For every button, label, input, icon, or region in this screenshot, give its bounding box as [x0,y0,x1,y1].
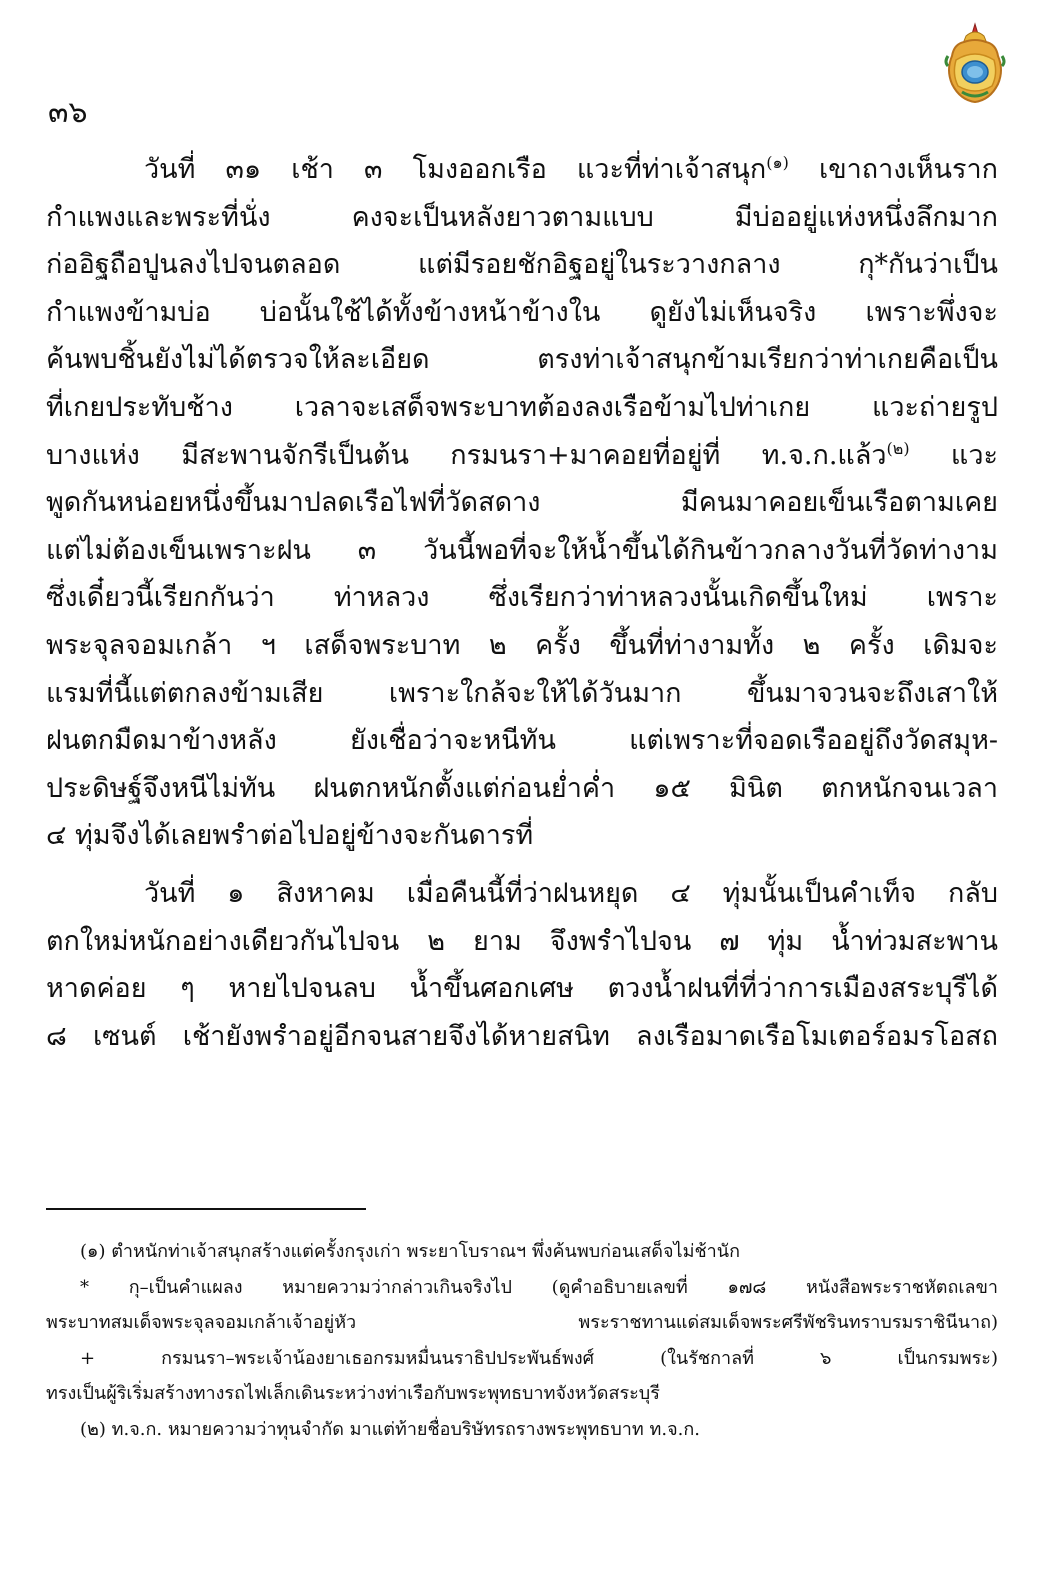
text-line: กำแพงข้ามบ่อ บ่อนั้นใช้ได้ทั้งข้างหน้าข้างใน ดูยังไม่เห็นจริง เพราะพึ่งจะ [46,296,998,328]
text-line: ประดิษฐ์จึงหนีไม่ทัน ฝนตกหนักตั้งแต่ก่อนย่ำค่ำ ๑๕ มินิต ตกหนักจนเวลา [46,772,998,804]
text-line: วันที่ ๑ สิงหาคม เมื่อคืนนี้ที่ว่าฝนหยุด ๔ ทุ่มนั้นเป็นคำเท็จ กลับ [144,877,998,909]
royal-seal-logo [942,22,1008,104]
text-line: ก่ออิฐถือปูนลงไปจนตลอด แต่มีรอยชักอิฐอยู่ในระวางกลาง กุ*กันว่าเป็น [46,249,998,281]
footnote-plus: + กรมนรา–พระเจ้าน้องยาเธอกรมหมื่นนราธิปประพันธ์พงศ์ (ในรัชกาลที่ ๖ เป็นกรมพระ) [80,1347,998,1369]
text-line [46,432,998,480]
text-line: ฝนตกมืดมาข้างหลัง ยังเชื่อว่าจะหนีทัน แต่เพราะที่จอดเรืออยู่ถึงวัดสมุห- [46,725,998,757]
footnote-plus-cont: ทรงเป็นผู้ริเริ่มสร้างทางรถไฟเล็กเดินระหว่างท่าเรือกับพระพุทธบาทจังหวัดสระบุรี [46,1383,660,1404]
footnote-2: (๒) ท.จ.ก. หมายความว่าทุนจำกัด มาแต่ท้ายชื่อบริษัทรถรางพระพุทธบาท ท.จ.ก. [80,1418,700,1440]
text-line: ๘ เซนต์ เช้ายังพรำอยู่อีกจนสายจึงได้หายสนิท ลงเรือมาดเรือโมเตอร์อมรโอสถ [46,1020,998,1052]
body-text [46,146,998,1060]
text-line: แต่ไม่ต้องเข็นเพราะฝน ๓ วันนี้พอที่จะให้น้ำขึ้นได้กินข้าวกลางวันที่วัดท่างาม [46,534,998,566]
text-line [46,146,998,194]
text-segment: วันที่ ๓๑ เช้า ๓ โมงออกเรือ แวะที่ท่าเจ้าสนุก [144,154,767,185]
text-line: ๔ ทุ่มจึงได้เลยพรำต่อไปอยู่ข้างจะกันดารที่ [46,820,534,852]
footnote-asterisk: * กุ–เป็นคำแผลง หมายความว่ากล่าวเกินจริงไป (ดูคำอธิบายเลขที่ ๑๗๘ หนังสือพระราชหัตถเลขา [80,1276,998,1298]
text-line: ตกใหม่หนักอย่างเดียวกันไปจน ๒ ยาม จึงพรำไปจน ๗ ทุ่ม น้ำท่วมสะพาน [46,925,998,957]
page-number: ๓๖ [48,95,88,130]
footnotes [46,1234,998,1447]
text-line: ซึ่งเดี๋ยวนี้เรียกกันว่า ท่าหลวง ซึ่งเรียกว่าท่าหลวงนั้นเกิดขึ้นใหม่ เพราะ [46,582,998,614]
text-line: กำแพงและพระที่นั่ง คงจะเป็นหลังยาวตามแบบ มีบ่ออยู่แห่งหนึ่งลึกมาก [46,201,998,233]
footnote-ref-1: (๑) [766,153,789,172]
footnote-ref-2: (๒) [886,438,910,458]
footnote-1: (๑) ตำหนักท่าเจ้าสนุกสร้างแต่ครั้งกรุงเก่า พระยาโบราณฯ พึ่งค้นพบก่อนเสด็จไม่ช้านัก [80,1241,740,1262]
text-segment: เขาถางเห็นราก [788,154,998,185]
text-segment: บางแห่ง มีสะพานจักรีเป็นต้น กรมนรา+มาคอยที่อยู่ที่ ท.จ.ก.แล้ว [46,439,887,471]
text-line: ที่เกยประทับช้าง เวลาจะเสด็จพระบาทต้องลงเรือข้ามไปท่าเกย แวะถ่ายรูป [46,391,998,423]
text-line: พูดกันหน่อยหนึ่งขึ้นมาปลดเรือไฟที่วัดสดาง มีคนมาคอยเข็นเรือตามเคย [46,487,998,519]
text-line: แรมที่นี้แต่ตกลงข้ามเสีย เพราะใกล้จะให้ได้วันมาก ขึ้นมาจวนจะถึงเสาให้ [46,677,998,709]
text-line: พระจุลจอมเกล้า ฯ เสด็จพระบาท ๒ ครั้ง ขึ้นที่ท่างามทั้ง ๒ ครั้ง เดิมจะ [46,629,998,661]
footnote-divider [46,1208,366,1210]
text-line: ค้นพบชิ้นยังไม่ได้ตรวจให้ละเอียด ตรงท่าเจ้าสนุกข้ามเรียกว่าท่าเกยคือเป็น [46,344,998,376]
text-line: หาดค่อย ๆ หายไปจนลบ น้ำขึ้นศอกเศษ ตวงน้ำฝนที่ที่ว่าการเมืองสระบุรีได้ [46,973,998,1005]
footnote-asterisk-cont: พระบาทสมเด็จพระจุลจอมเกล้าเจ้าอยู่หัว พระราชทานแด่สมเด็จพระศรีพัชรินทราบรมราชินีนาถ) [46,1312,998,1333]
text-segment: แวะ [909,439,998,471]
